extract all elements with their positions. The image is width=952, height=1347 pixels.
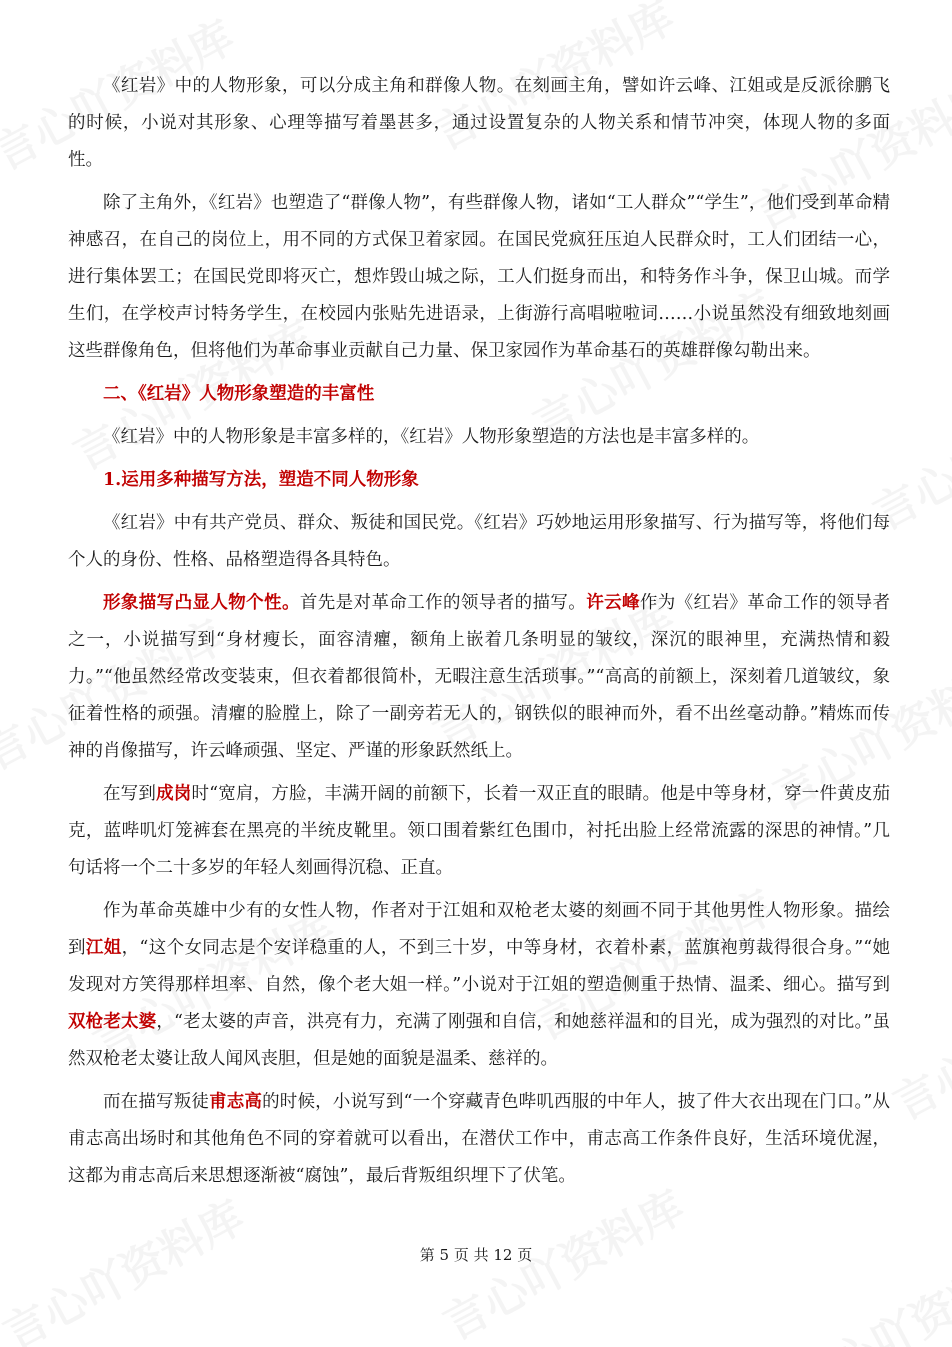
body-paragraph [68,585,890,770]
text-run: 在写到 [103,784,157,804]
body-paragraph [68,776,890,887]
body-paragraph [68,68,890,179]
text-run: ，“老太婆的声音，洪亮有力，充满了刚强和自信，和她慈祥温和的目光，成为强烈的对比。”虽然双枪老太婆让敌人闻风丧胆，但是她的面貌是温柔、慈祥的。 [68,1012,891,1069]
highlighted-term: 成岗 [156,784,192,804]
text-run: 首先是对革命工作的领导者的描写。 [299,593,587,613]
text-run: 《红岩》中的人物形象，可以分成主角和群像人物。在刻画主角，譬如许云峰、江姐或是反派徐鹏飞的时候，小说对其形象、心理等描写着墨甚多，通过设置复杂的人物关系和情节冲突，体现人物的多面性。 [68,76,890,170]
text-run: 《红岩》中有共产党员、群众、叛徒和国民党。《红岩》巧妙地运用形象描写、行为描写等，将他们每个人的身份、性格、品格塑造得各具特色。 [68,513,890,570]
highlighted-term: 形象描写凸显人物个性。 [103,593,300,613]
body-paragraph [68,1084,890,1195]
text-run: 《红岩》中的人物形象是丰富多样的，《红岩》人物形象塑造的方法也是丰富多样的。 [103,427,760,447]
highlighted-term: 双枪老太婆 [68,1012,157,1032]
highlighted-term: 许云峰 [586,593,640,613]
text-run: ，“这个女同志是个安详稳重的人，不到三十岁，中等身材，衣着朴素，蓝旗袍剪裁得很合身。”“她发现对方笑得那样坦率、自然，像个老大姐一样。”小说对于江姐的塑造侧重于热情、温柔、细心。描写到 [68,938,891,995]
watermark-text [880,952,952,1132]
text-run: 作为《红岩》革命工作的领导者之一，小说描写到“身材瘦长，面容清癯，额角上嵌着几条明显的皱纹，深沉的眼神里，充满热情和毅力。”“他虽然经常改变装束，但衣着都很简朴，无暇注意生活琐事。”“高高的前额上，深刻着几道皱纹，象征着性格的顽强。清癯的脸膛上，除了一副旁若无人的，钢铁似的眼神而外，看不出丝毫动静。”精炼而传神的肖像描写，许云峰顽强、坚定、严谨的形象跃然纸上。 [68,593,891,761]
text-run: 1.运用多种描写方法，塑造不同人物形象 [103,470,419,490]
body-paragraph [68,893,890,1078]
document-body [68,68,890,1201]
text-run: 时“宽肩，方脸，丰满开阔的前额下，长着一双正直的眼睛。他是中等身材，穿一件黄皮茄克，蓝哔叽灯笼裤套在黑亮的半统皮靴里。领口围着紫红色围巾，衬托出脸上经常流露的深思的神情。”几句话将一个二十多岁的年轻人刻画得沉稳、正直。 [68,784,891,878]
body-paragraph [68,185,890,370]
page-footer: 第 5 页 共 12 页 [419,1246,533,1264]
body-paragraph [68,419,890,456]
text-run: 作为革命英雄中少有的女性人物，作者对于江姐和双枪老太婆的刻画不同于其他男性人物形象。描绘到 [68,901,890,958]
text-run: 除了主角外，《红岩》也塑造了“群像人物”，有些群像人物，诸如“工人群众”“学生”，他们受到革命精神感召，在自己的岗位上，用不同的方式保卫着家园。在国民党疯狂压迫人民群众时，工人们团结一心，进行集体罢工；在国民党即将灭亡，想炸毁山城之际，工人们挺身而出，和特务作斗争，保卫山城。而学生们，在学校声讨特务学生，在校园内张贴先进语录，上街游行高唱啦啦词……小说虽然没有细致地刻画这些群像角色，但将他们为革命事业贡献自己力量、保卫家园作为革命基石的英雄群像勾勒出来。 [68,193,890,361]
text-run: 而在描写叛徒 [103,1092,210,1112]
highlighted-term: 江姐 [85,938,122,958]
section-heading [68,462,890,499]
text-run: 的时候，小说写到“一个穿藏青色哔叽西服的中年人，披了件大衣出现在门口。”从甫志高出场时和其他角色不同的穿着就可以看出，在潜伏工作中，甫志高工作条件良好，生活环境优渥，这都为甫志高后来思想逐渐被“腐蚀”，最后背叛组织埋下了伏笔。 [68,1092,891,1186]
body-paragraph [68,505,890,579]
text-run: 二、《红岩》人物形象塑造的丰富性 [103,384,375,404]
highlighted-term: 甫志高 [209,1092,263,1112]
section-heading [68,376,890,413]
